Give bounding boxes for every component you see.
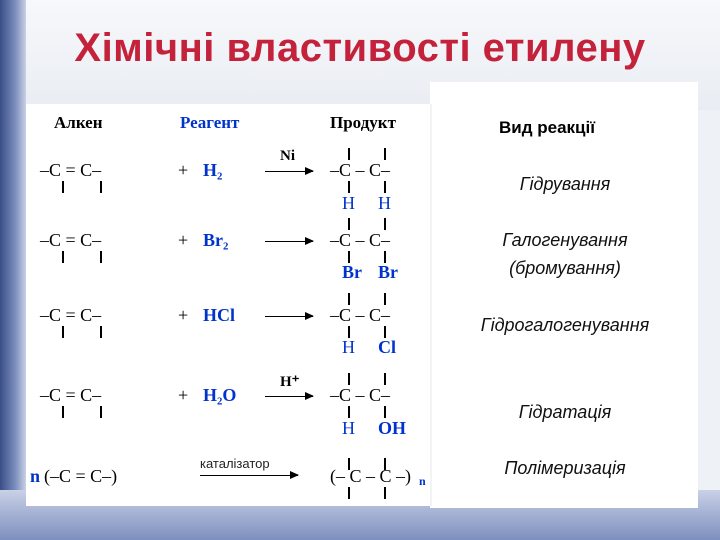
reagent-formula: HCl <box>203 305 236 325</box>
bond-line <box>62 251 64 263</box>
bond-line <box>384 218 386 230</box>
bond-line <box>348 373 350 385</box>
reagent-formula: H₂ <box>203 160 223 180</box>
bond-line <box>384 293 386 305</box>
product-substituent-right: H <box>378 193 391 213</box>
polymer-n-subscript: n <box>419 474 426 488</box>
reaction-arrow <box>200 475 298 476</box>
alkene-formula: –C = C– <box>40 230 102 250</box>
bond-line <box>384 487 386 499</box>
product-substituent-right: Cl <box>378 337 396 357</box>
reaction-arrow <box>265 316 313 317</box>
header-reaction-type: Вид реакції <box>499 118 595 137</box>
reaction-type: Полімеризація <box>504 458 626 478</box>
plus-sign: + <box>178 230 189 250</box>
bond-line <box>384 406 386 418</box>
plus-sign: + <box>178 385 189 405</box>
reaction-arrow <box>265 396 313 397</box>
plus-sign: + <box>178 305 189 325</box>
header-product: Продукт <box>330 113 396 132</box>
reaction-type: Гідратація <box>518 402 612 422</box>
bond-line <box>100 406 102 418</box>
bond-line <box>348 293 350 305</box>
bond-line <box>348 181 350 193</box>
reaction-type: Галогенування (бромування) <box>502 230 628 278</box>
product-substituent-left: Br <box>342 262 362 282</box>
product-formula: –C – C– <box>330 385 391 405</box>
bond-line <box>100 251 102 263</box>
polymer-catalyst-label: каталізатор <box>200 456 270 471</box>
product-substituent-right: OH <box>378 418 407 438</box>
alkene-formula: –C = C– <box>40 160 102 180</box>
product-substituent-left: H <box>342 337 355 357</box>
product-substituent-right: Br <box>378 262 398 282</box>
bond-line <box>348 218 350 230</box>
bond-line <box>348 148 350 160</box>
bond-line <box>384 181 386 193</box>
product-formula: –C – C– <box>330 160 391 180</box>
reaction-type-column <box>430 82 698 508</box>
reaction-condition: Ni <box>280 148 295 164</box>
product-substituent-left: H <box>342 418 355 438</box>
slide-title: Хімічні властивості етилену <box>74 26 646 70</box>
header-alkene: Алкен <box>54 113 103 132</box>
product-formula: –C – C– <box>330 305 391 325</box>
reaction-type: Гідрування <box>519 174 611 194</box>
bond-line <box>62 406 64 418</box>
bond-line <box>100 181 102 193</box>
bond-line <box>62 326 64 338</box>
alkene-formula: –C = C– <box>40 305 102 325</box>
polymer-n-coefficient: n <box>30 466 41 486</box>
reaction-condition: H⁺ <box>280 374 300 390</box>
reaction-type: Гідрогалогенування <box>480 315 650 335</box>
bond-line <box>384 148 386 160</box>
bond-line <box>348 487 350 499</box>
reaction-arrow <box>265 241 313 242</box>
product-formula: –C – C– <box>330 230 391 250</box>
column-divider <box>430 104 432 506</box>
plus-sign: + <box>178 160 189 180</box>
bond-line <box>384 373 386 385</box>
reagent-formula: Br₂ <box>203 230 229 250</box>
reaction-arrow <box>265 171 313 172</box>
bond-line <box>348 406 350 418</box>
polymer-formula: (– C – C –) <box>330 466 411 486</box>
bond-line <box>100 326 102 338</box>
left-decor-stripe <box>0 0 26 540</box>
bond-line <box>62 181 64 193</box>
reagent-formula: H₂O <box>203 385 237 405</box>
header-reagent: Реагент <box>180 113 240 132</box>
monomer-formula: (–C = C–) <box>44 466 118 486</box>
product-substituent-left: H <box>342 193 355 213</box>
alkene-formula: –C = C– <box>40 385 102 405</box>
